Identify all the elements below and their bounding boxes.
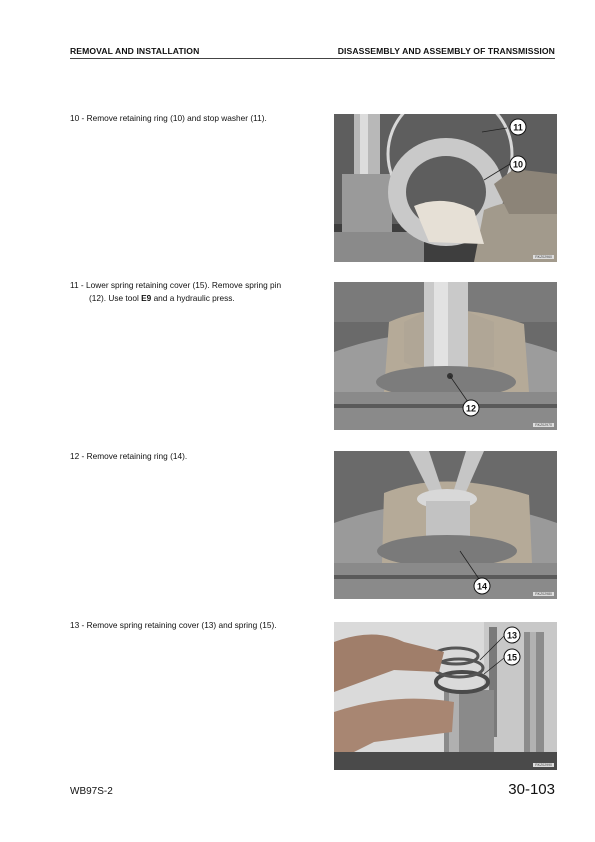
step-12-photo [334, 451, 557, 599]
photo-code: RKZ02970 [535, 423, 552, 427]
callout-14 [474, 578, 490, 594]
callout-13 [504, 627, 520, 643]
step-11-photo [334, 282, 557, 430]
callout-10 [510, 156, 526, 172]
footer-model: WB97S-2 [70, 786, 113, 797]
step-11-line-1: 11 - Lower spring retaining cover (15). Remove spring pin [70, 280, 282, 290]
step-13-line: 13 - Remove spring retaining cover (13) and spring (15). [70, 620, 277, 630]
callout-12 [463, 400, 479, 416]
step-10-photo [334, 114, 557, 262]
photo-code: RKZ02960 [535, 255, 552, 259]
svg-text:12: 12 [465, 403, 477, 414]
tool-id: E9 [141, 292, 152, 303]
step-10-text [70, 112, 320, 125]
photo-code: RKZ02990 [535, 763, 552, 767]
step-13-photo [334, 622, 557, 770]
svg-text:10: 10 [512, 159, 524, 170]
step-11-text [70, 279, 320, 304]
step-12-line: 12 - Remove retaining ring (14). [70, 451, 188, 461]
photo-code: RKZ02980 [535, 592, 552, 596]
svg-text:13: 13 [506, 630, 518, 641]
header-section-title: REMOVAL AND INSTALLATION [70, 46, 200, 56]
header-rule [70, 58, 555, 59]
header-chapter-title: DISASSEMBLY AND ASSEMBLY OF TRANSMISSION [337, 46, 555, 56]
step-12-text [70, 450, 320, 463]
svg-text:14: 14 [476, 581, 488, 592]
svg-text:15: 15 [506, 652, 518, 663]
step-11-line-2: (12). Use tool E9 and a hydraulic press. [89, 292, 235, 303]
page-number: 30-103 [508, 781, 555, 798]
callout-15 [504, 649, 520, 665]
step-10-line: 10 - Remove retaining ring (10) and stop washer (11). [70, 113, 267, 123]
callout-11 [510, 119, 526, 135]
step-13-text [70, 619, 320, 632]
svg-text:11: 11 [513, 122, 523, 133]
